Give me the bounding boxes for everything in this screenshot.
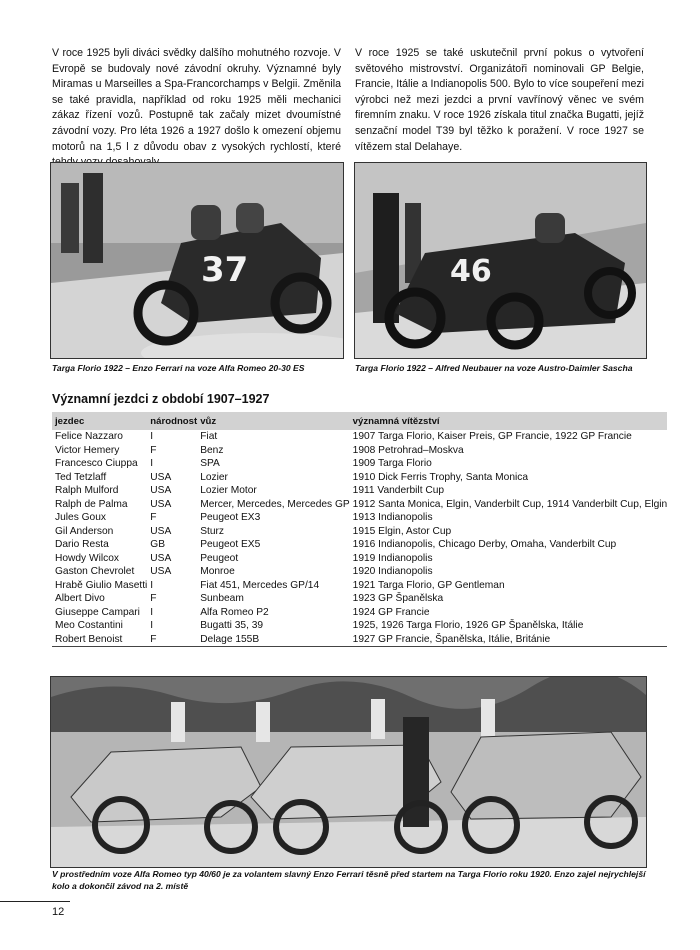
cell-nationality: I <box>150 431 154 442</box>
cell-nationality: F <box>150 512 157 523</box>
car-number-left: 37 <box>201 250 249 290</box>
cell-driver: Francesco Ciuppa <box>55 458 138 469</box>
cell-nationality: I <box>150 606 154 618</box>
photo-targa-florio-neubauer <box>354 162 647 359</box>
cell-car: Sturz <box>200 525 224 537</box>
header-nationality: národnost <box>147 412 197 430</box>
table-row <box>52 484 667 498</box>
cell-nationality: GB <box>150 539 166 550</box>
cell-car: Sunbeam <box>200 593 244 604</box>
cell-car: Lozier Motor <box>200 485 257 496</box>
cell-wins: 1925, 1926 Targa Florio, 1926 GP Španělska, Itálie <box>352 620 584 631</box>
cell-wins: 1907 Targa Florio, Kaiser Preis, GP Francie, 1922 GP Francie <box>352 431 632 442</box>
cell-driver: Howdy Wilcox <box>55 552 119 564</box>
table-row <box>52 457 667 471</box>
cell-driver: Hrabě Giulio Masetti <box>55 579 148 591</box>
table-header-row <box>52 412 667 430</box>
cell-nationality: USA <box>150 566 172 577</box>
photo-targa-florio-1920 <box>50 676 647 868</box>
table-row <box>52 430 667 444</box>
cell-car: Peugeot EX5 <box>200 539 261 550</box>
table-row <box>52 444 667 458</box>
cell-car: SPA <box>200 458 220 469</box>
cell-wins: 1912 Santa Monica, Elgin, Vanderbilt Cup, 1914 Vanderbilt Cup, Elgin <box>352 498 668 510</box>
header-driver: jezdec <box>52 412 147 430</box>
page-number: 12 <box>52 906 65 918</box>
table-row <box>52 565 667 579</box>
caption-right-photo: Targa Florio 1922 – Alfred Neubauer na voze Austro-Daimler Sascha <box>355 363 633 373</box>
cell-driver: Dario Resta <box>55 539 109 550</box>
table-row <box>52 538 667 552</box>
table-row <box>52 579 667 593</box>
cell-wins: 1924 GP Francie <box>352 606 430 618</box>
cell-car: Bugatti 35, 39 <box>200 620 264 631</box>
drivers-table <box>52 412 667 647</box>
car-number-right: 46 <box>450 254 492 289</box>
cell-driver: Jules Goux <box>55 512 106 523</box>
cell-nationality: USA <box>150 525 172 537</box>
cell-wins: 1909 Targa Florio <box>352 458 432 469</box>
table-row <box>52 471 667 485</box>
cell-driver: Ted Tetzlaff <box>55 471 107 483</box>
cell-nationality: USA <box>150 471 172 483</box>
cell-driver: Albert Divo <box>55 593 105 604</box>
cell-nationality: USA <box>150 485 172 496</box>
cell-driver: Gil Anderson <box>55 525 114 537</box>
cell-wins: 1915 Elgin, Astor Cup <box>352 525 452 537</box>
table-row <box>52 498 667 512</box>
cell-wins: 1919 Indianopolis <box>352 552 433 564</box>
cell-wins: 1908 Petrohrad–Moskva <box>352 444 464 456</box>
cell-wins: 1920 Indianopolis <box>352 566 433 577</box>
cell-driver: Victor Hemery <box>55 444 120 456</box>
cell-driver: Felice Nazzaro <box>55 431 123 442</box>
intro-text-right: V roce 1925 se také uskutečnil první pokus o vytvoření světového mistrovství. Organizátoři nominovali GP Belgie, Francie, Itálie a Indianopolis 500. Bylo to více soupeření mezi výrobci než mezi jezdci a první vavřínový věnec ve svém firemním znaku. V roce 1926 získala titul značka Bugatti, jejíž senzační model T39 byl těžko k poražení. V roce 1927 se vítězem stal Delahaye. <box>355 47 644 153</box>
table-row <box>52 592 667 606</box>
cell-nationality: I <box>150 620 154 631</box>
table-row <box>52 606 667 620</box>
cell-car: Monroe <box>200 566 235 577</box>
cell-nationality: USA <box>150 498 172 510</box>
cell-car: Fiat <box>200 431 218 442</box>
page-number-rule <box>0 901 70 902</box>
header-car: vůz <box>197 412 349 430</box>
table-title: Významní jezdci z období 1907–1927 <box>52 392 270 406</box>
table-row <box>52 511 667 525</box>
cell-nationality: F <box>150 593 157 604</box>
cell-car: Mercer, Mercedes, Mercedes GP <box>200 498 350 510</box>
cell-nationality: I <box>150 579 154 591</box>
cell-car: Benz <box>200 444 224 456</box>
caption-left-photo: Targa Florio 1922 – Enzo Ferrari na voze Alfa Romeo 20-30 ES <box>52 363 305 373</box>
cell-nationality: F <box>147 633 197 647</box>
cell-car: Peugeot <box>200 552 239 564</box>
cell-wins: 1921 Targa Florio, GP Gentleman <box>352 579 505 591</box>
cell-nationality: I <box>150 458 154 469</box>
table-row <box>52 525 667 539</box>
cell-wins: 1910 Dick Ferris Trophy, Santa Monica <box>352 471 529 483</box>
caption-bottom-photo: V prostředním voze Alfa Romeo typ 40/60 je za volantem slavný Enzo Ferrari těsně před startem na Targa Florio roku 1920. Enzo zajel nejrychlejší kolo a dokončil závod na 2. místě <box>52 869 646 891</box>
cell-driver: Ralph Mulford <box>55 485 119 496</box>
table-row <box>52 633 667 647</box>
cell-car: Peugeot EX3 <box>200 512 261 523</box>
cell-nationality: USA <box>150 552 172 564</box>
cell-car: Delage 155B <box>197 633 349 647</box>
cell-car: Lozier <box>200 471 228 483</box>
cell-driver: Robert Benoist <box>52 633 147 647</box>
intro-text-left: V roce 1925 byli diváci svědky dalšího mohutného rozvoje. V Evropě se budovaly nové závodní okruhy. Významné byly Miramas u Marseilles a Spa-Francorchamps v Belgii. Změnila se také pravidla, například od roku 1925 měli mechanici zákaz řízení vozů. Postupně tak začaly mizet dvoumístné závodní vozy. Pro léta 1926 a 1927 došlo k omezení objemu motorů na 1,5 l z důvodu obav z vysokých rychlostí, které <box>52 47 341 153</box>
cell-car: Alfa Romeo P2 <box>200 606 269 618</box>
cell-wins: 1923 GP Španělska <box>352 593 444 604</box>
table-row <box>52 619 667 633</box>
cell-nationality: F <box>150 444 157 456</box>
cell-wins: 1916 Indianopolis, Chicago Derby, Omaha, Vanderbilt Cup <box>352 539 617 550</box>
header-wins: významná vítězství <box>350 412 668 430</box>
cell-wins: 1927 GP Francie, Španělska, Itálie, Británie <box>350 633 668 647</box>
cell-driver: Gaston Chevrolet <box>55 566 135 577</box>
cell-car: Fiat 451, Mercedes GP/14 <box>200 579 320 591</box>
cell-wins: 1913 Indianopolis <box>352 512 433 523</box>
table-row <box>52 552 667 566</box>
photo-targa-florio-ferrari <box>50 162 344 359</box>
cell-driver: Ralph de Palma <box>55 498 128 510</box>
cell-driver: Meo Costantini <box>55 620 123 631</box>
cell-driver: Giuseppe Campari <box>55 606 140 618</box>
cell-wins: 1911 Vanderbilt Cup <box>352 485 445 496</box>
